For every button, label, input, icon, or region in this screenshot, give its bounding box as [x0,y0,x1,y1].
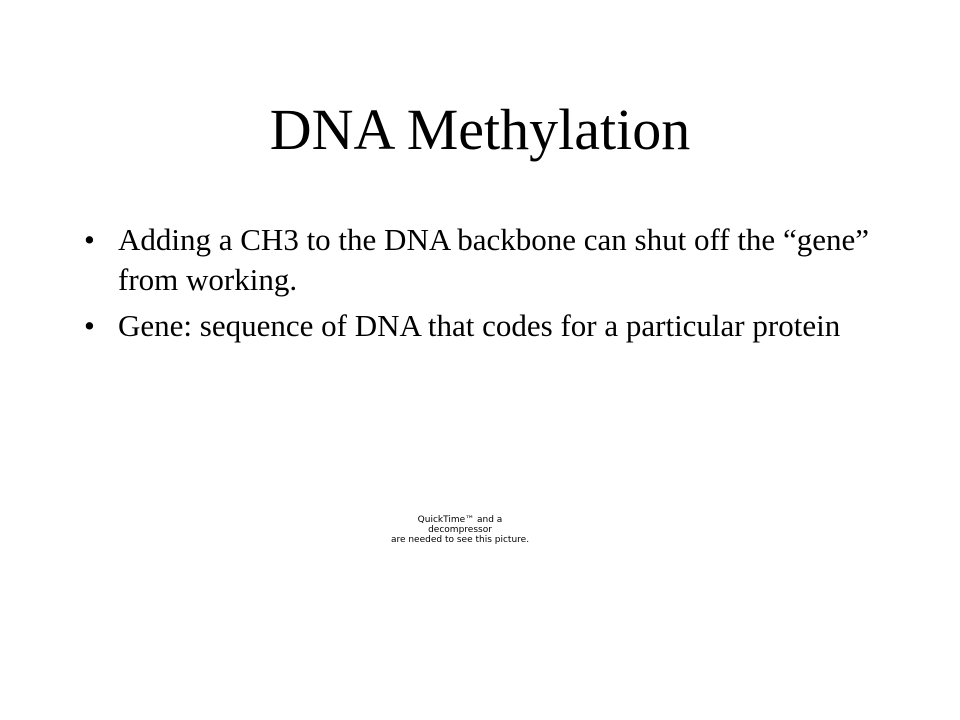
bullet-text: Adding a CH3 to the DNA backbone can shut off the “gene” from working. [118,222,869,297]
quicktime-line-2: decompressor [428,525,492,535]
quicktime-line-3: are needed to see this picture. [390,535,530,545]
bullet-item [84,306,884,346]
slide-title: DNA Methylation [269,97,691,162]
quicktime-line-1: QuickTime™ and a [417,515,503,525]
bullet-text: Gene: sequence of DNA that codes for a particular protein [118,308,841,343]
bullet-list [84,220,884,352]
quicktime-image-placeholder [372,515,548,545]
bullet-icon: • [84,308,95,343]
bullet-icon: • [84,222,95,257]
bullet-item [84,220,884,300]
